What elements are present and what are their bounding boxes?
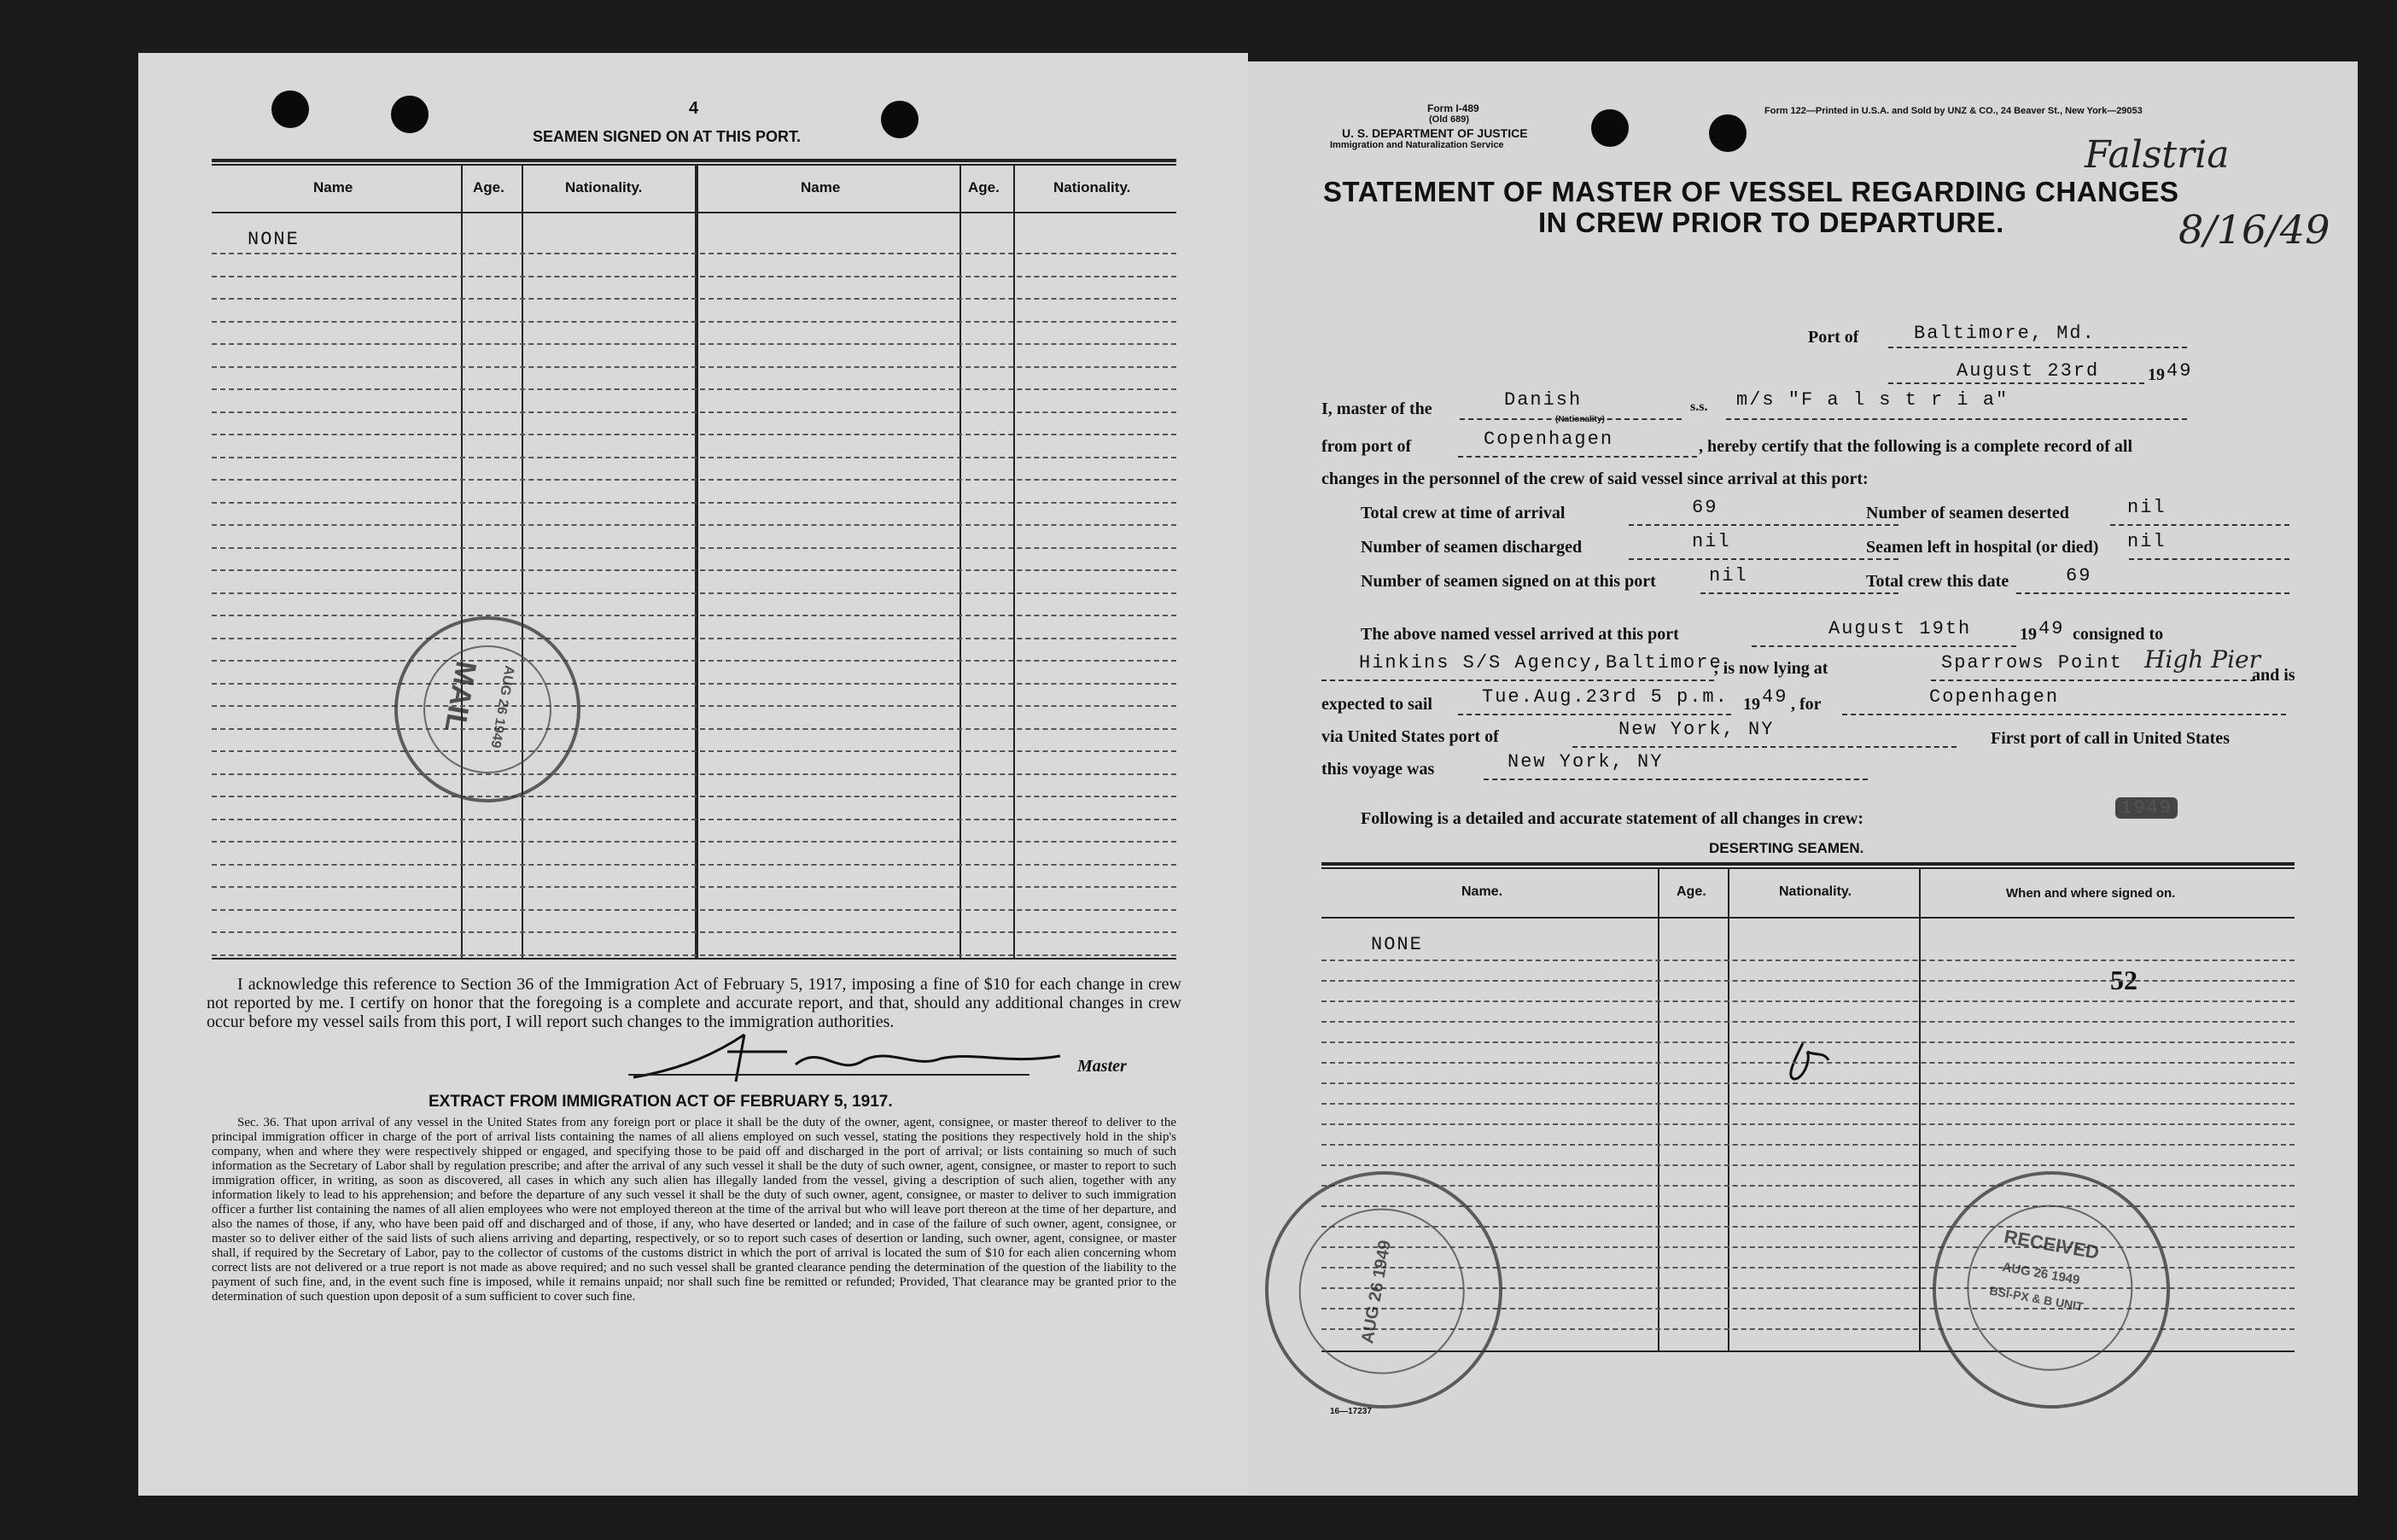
table-row-line <box>212 864 1176 866</box>
form-title-line1: STATEMENT OF MASTER OF VESSEL REGARDING CHANGES <box>1323 176 2179 207</box>
vessel-name: m/s "F a l s t r i a" <box>1736 389 2009 411</box>
page-number: 4 <box>689 99 699 118</box>
consignee: Hinkins S/S Agency,Baltimore <box>1359 652 1723 674</box>
for-label: , for <box>1791 695 1822 714</box>
total-crew-date-value: 69 <box>2066 565 2092 586</box>
printer-note: Form 122—Printed in U.S.A. and Sold by UNZ & CO., 24 Beaver St., New York—29053 <box>1764 106 2143 116</box>
expected-value: Tue.Aug.23rd 5 p.m. <box>1482 686 1729 708</box>
deserted-label: Number of seamen deserted <box>1866 504 2069 522</box>
table-row-line <box>1321 1041 2295 1043</box>
punch-hole <box>391 96 429 133</box>
right-entry: NONE <box>1371 934 1423 955</box>
from-port-label: from port of <box>1321 437 1412 456</box>
table-row-line <box>212 388 1176 390</box>
fill-line <box>2110 524 2289 526</box>
hospital-value: nil <box>2127 531 2167 552</box>
received-stamp <box>1914 1152 2189 1427</box>
received-date: AUG 26 1949 <box>2001 1259 2081 1288</box>
signature-line <box>628 1074 1029 1076</box>
table-row-line <box>1321 1062 2295 1064</box>
footer-code: 16—17237 <box>1330 1407 1372 1416</box>
column-divider <box>522 164 523 958</box>
table-row-line <box>212 479 1176 481</box>
lying-at: Sparrows Point <box>1941 652 2123 674</box>
table-row-line <box>212 524 1176 526</box>
table-row-line <box>212 457 1176 458</box>
discharged-value: nil <box>1692 531 1731 552</box>
table-row-line <box>1321 1185 2295 1187</box>
table-row-line <box>212 683 1176 685</box>
punch-hole <box>881 101 919 138</box>
arrived-year: 49 <box>2038 618 2065 639</box>
punch-hole <box>1709 114 1747 152</box>
year-value: 49 <box>2167 360 2193 382</box>
received-text: RECEIVED <box>2002 1225 2102 1263</box>
service: Immigration and Naturalization Service <box>1330 140 1504 150</box>
table-row-line <box>212 411 1176 413</box>
form-title-line2: IN CREW PRIOR TO DEPARTURE. <box>1538 207 2004 238</box>
table-top-rule <box>1321 867 2295 869</box>
table-row-line <box>212 750 1176 752</box>
col-header-signed-on: When and where signed on. <box>2006 886 2176 901</box>
arrived-year-prefix: 19 <box>2020 625 2037 644</box>
table-row-line <box>212 886 1176 888</box>
port-of-label: Port of <box>1808 328 1859 347</box>
col-header-age: Age. <box>473 179 504 195</box>
fill-line <box>1460 418 1682 420</box>
nationality-value: Danish <box>1504 389 1583 411</box>
ss-label: s.s. <box>1690 400 1708 414</box>
table-top-rule <box>212 159 1176 162</box>
table-row-line <box>1321 1000 2295 1002</box>
deserting-heading: DESERTING SEAMEN. <box>1709 840 1864 856</box>
table-row-line <box>212 819 1176 820</box>
hospital-label: Seamen left in hospital (or died) <box>1866 538 2099 557</box>
table-header-rule <box>212 212 1176 213</box>
col-header-name: Name. <box>1461 884 1503 899</box>
expected-year-prefix: 19 <box>1743 695 1760 714</box>
table-row-line <box>212 660 1176 662</box>
destination: Copenhagen <box>1929 686 2060 708</box>
via-label: via United States port of <box>1321 727 1499 746</box>
right-page <box>1248 61 2358 1496</box>
table-row-line <box>212 796 1176 797</box>
handwritten-ship: Falstria <box>2085 133 2230 177</box>
stamp-text: MAIL <box>438 658 483 735</box>
master-signature <box>616 1018 1094 1094</box>
arrived-date: August 19th <box>1828 618 1972 639</box>
page-count: 52 <box>2110 965 2137 995</box>
col-header-age: Age. <box>968 179 1000 195</box>
lying-handwritten: High Pier <box>2144 645 2260 674</box>
fill-line <box>1700 592 1898 594</box>
left-entry: NONE <box>248 229 300 250</box>
nationality-caption: (Nationality) <box>1555 415 1605 424</box>
col-header-name: Name <box>313 179 353 195</box>
struck-year: 1949 <box>2115 797 2178 819</box>
table-row-line <box>1321 1103 2295 1105</box>
table-row-line <box>212 547 1176 549</box>
table-row-line <box>212 343 1176 345</box>
fill-line <box>1458 714 1731 715</box>
fill-line <box>1572 746 1957 748</box>
certify-text-2: changes in the personnel of the crew of said vessel since arrival at this port: <box>1321 470 1869 488</box>
date-stamp <box>1246 1152 1521 1427</box>
left-page <box>138 53 1248 1496</box>
table-row-line <box>212 298 1176 300</box>
table-row-line <box>212 276 1176 277</box>
table-row-line <box>212 909 1176 911</box>
fill-line <box>1484 779 1868 780</box>
lying-label: ; is now lying at <box>1713 659 1828 678</box>
extract-title: EXTRACT FROM IMMIGRATION ACT OF FEBRUARY 5, 1917. <box>429 1093 893 1111</box>
column-divider <box>1013 164 1015 958</box>
table-row-line <box>1321 1021 2295 1023</box>
table-row-line <box>1321 1082 2295 1084</box>
table-row-line <box>1321 980 2295 982</box>
acknowledgement-text: I acknowledge this reference to Section 36 of the Immigration Act of February 5, 1917, imposing a fine of $10 for each change in crew not reported by me. I certify on honor that the foregoing is a complete and accurate report, and that, should any additional changes in crew occur before my vessel sails from this port, I will report such changes to the immigration authorities. <box>207 975 1181 1031</box>
column-divider <box>1728 867 1729 1350</box>
total-crew-arrival-value: 69 <box>1692 497 1718 518</box>
fill-line <box>1752 645 2016 647</box>
table-row-line <box>212 434 1176 435</box>
total-crew-arrival-label: Total crew at time of arrival <box>1361 504 1566 522</box>
fill-line <box>1726 418 2187 420</box>
total-crew-date-label: Total crew this date <box>1866 572 2009 591</box>
table-row-line <box>212 931 1176 933</box>
handwritten-date: 8/16/49 <box>2178 207 2330 253</box>
column-divider <box>1919 867 1921 1350</box>
department: U. S. DEPARTMENT OF JUSTICE <box>1342 126 1528 140</box>
from-port-value: Copenhagen <box>1484 429 1614 450</box>
table-row-line <box>212 728 1176 730</box>
table-row-line <box>212 253 1176 254</box>
fill-line <box>1458 456 1697 458</box>
punch-hole <box>1591 109 1629 147</box>
table-row-line <box>212 502 1176 504</box>
col-header-nationality: Nationality. <box>1053 179 1131 195</box>
col-header-age: Age. <box>1677 884 1706 899</box>
stamp-date: AUG 26 1949 <box>1358 1239 1395 1345</box>
col-header-name: Name <box>801 179 841 195</box>
table-row-line <box>212 773 1176 775</box>
signed-on-value: nil <box>1709 565 1748 586</box>
via-value: New York, NY <box>1618 719 1775 740</box>
fill-line <box>1842 714 2286 715</box>
column-divider <box>959 164 961 958</box>
column-divider <box>695 164 698 958</box>
table-row-line <box>212 592 1176 594</box>
table-row-line <box>212 705 1176 707</box>
date-value: August 23rd <box>1957 360 2100 382</box>
consigned-label: consigned to <box>2073 625 2164 644</box>
voyage-value: New York, NY <box>1508 751 1664 773</box>
mail-stamp <box>380 602 596 818</box>
following-label: Following is a detailed and accurate statement of all changes in crew: <box>1361 809 1864 828</box>
stamp-date: AUG 26 1949 <box>487 664 517 750</box>
certify-text: , hereby certify that the following is a complete record of all <box>1699 437 2133 456</box>
table-row-line <box>212 638 1176 639</box>
received-unit: BSI-PX & B UNIT <box>1988 1283 2085 1314</box>
fill-line <box>2129 558 2289 560</box>
signed-on-label: Number of seamen signed on at this port <box>1361 572 1656 591</box>
master-of-label: I, master of the <box>1321 400 1432 418</box>
punch-hole <box>271 90 309 128</box>
extract-text: Sec. 36. That upon arrival of any vessel in the United States from any foreign port or place it shall be the duty of the owner, agent, consignee, or master thereof to deliver to the principal immigration officer in charge of the port of arrival lists containing the names of all aliens employed on such vessel, stating the positions they respectively hold in the ship's company, when and where they were respectively shipped or engaged, and specifying those to be paid off and discharged in the port of arrival; or lists containing so much of such information as the Secretary of Labor shall by regulation prescribe; and after the arrival of any such vessel it shall be the duty of such owner, agent, consignee, or master to report to such immigration officer, in writing, as soon as discovered, all cases in which any such alien has illegally landed from the vessel, giving a description of such alien, together with any information likely to lead to his apprehension; and before the departure of any such vessel it shall be the duty of such owner, agent, consignee, or master to deliver to such immigration officer a further list containing the names of all alien employees who were not employed thereon at the time of the arrival but who will leave port thereon at the time of her departure, and also the names of those, if any, who have been paid off and discharged and of those, if any, who have deserted or landed; and in case of the failure of such owner, agent, consignee, or master so to deliver either of the said lists of such aliens arriving and departing, respectively, or so to report such cases of desertion or landing, such owner, agent, consignee, or master shall, if required by the Secretary of Labor, pay to the collector of customs of the customs district in which the port of arrival is located the sum of $10 for each alien concerning whom correct lists are not delivered or a true report is not made as above required; and no such vessel shall be granted clearance pending the determination of the question of the liability to the payment of such fine, and, in the event such fine is imposed, while it remains unpaid; nor shall such fine be remitted or refunded; Provided, That clearance may be granted prior to the determination of such question upon deposit of a sum sufficient to cover such fine. <box>212 1116 1176 1304</box>
fill-line <box>1629 524 1898 526</box>
table-row-line <box>212 366 1176 368</box>
table-row-line <box>1321 1164 2295 1166</box>
column-divider <box>1658 867 1659 1350</box>
form-number: Form I-489 <box>1427 102 1479 114</box>
table-header-rule <box>1321 917 2295 919</box>
table-bottom-rule <box>212 958 1176 960</box>
table-row-line <box>1321 1123 2295 1125</box>
year-prefix: 19 <box>2148 365 2165 384</box>
fill-line <box>2016 592 2289 594</box>
table-row-line <box>212 615 1176 616</box>
table-row-line <box>212 569 1176 571</box>
arrived-label: The above named vessel arrived at this port <box>1361 625 1679 644</box>
expected-year: 49 <box>1762 686 1788 708</box>
expected-label: expected to sail <box>1321 695 1432 714</box>
deserted-value: nil <box>2127 497 2167 518</box>
table-top-rule <box>212 164 1176 166</box>
table-row-line <box>212 321 1176 323</box>
table-row-line <box>1321 1144 2295 1146</box>
voyage-label: this voyage was <box>1321 760 1435 779</box>
col-header-nationality: Nationality. <box>565 179 643 195</box>
form-old-number: (Old 689) <box>1429 114 1470 125</box>
table-top-rule <box>1321 862 2295 866</box>
table-row-line <box>1321 960 2295 961</box>
left-heading: SEAMEN SIGNED ON AT THIS PORT. <box>533 128 802 145</box>
fill-line <box>1321 680 1714 681</box>
master-label: Master <box>1077 1057 1127 1076</box>
fill-line <box>1931 680 2255 681</box>
column-divider <box>461 164 463 958</box>
first-port-label: First port of call in United States <box>1991 729 2230 748</box>
col-header-nationality: Nationality. <box>1779 884 1852 899</box>
fill-line <box>1888 382 2144 384</box>
and-is-label: and is <box>2252 666 2295 685</box>
fill-line <box>1629 558 1898 560</box>
discharged-label: Number of seamen discharged <box>1361 538 1583 557</box>
port-of-value: Baltimore, Md. <box>1914 323 2096 344</box>
table-row-line <box>212 954 1176 956</box>
table-row-line <box>212 841 1176 843</box>
fill-line <box>1888 347 2187 348</box>
